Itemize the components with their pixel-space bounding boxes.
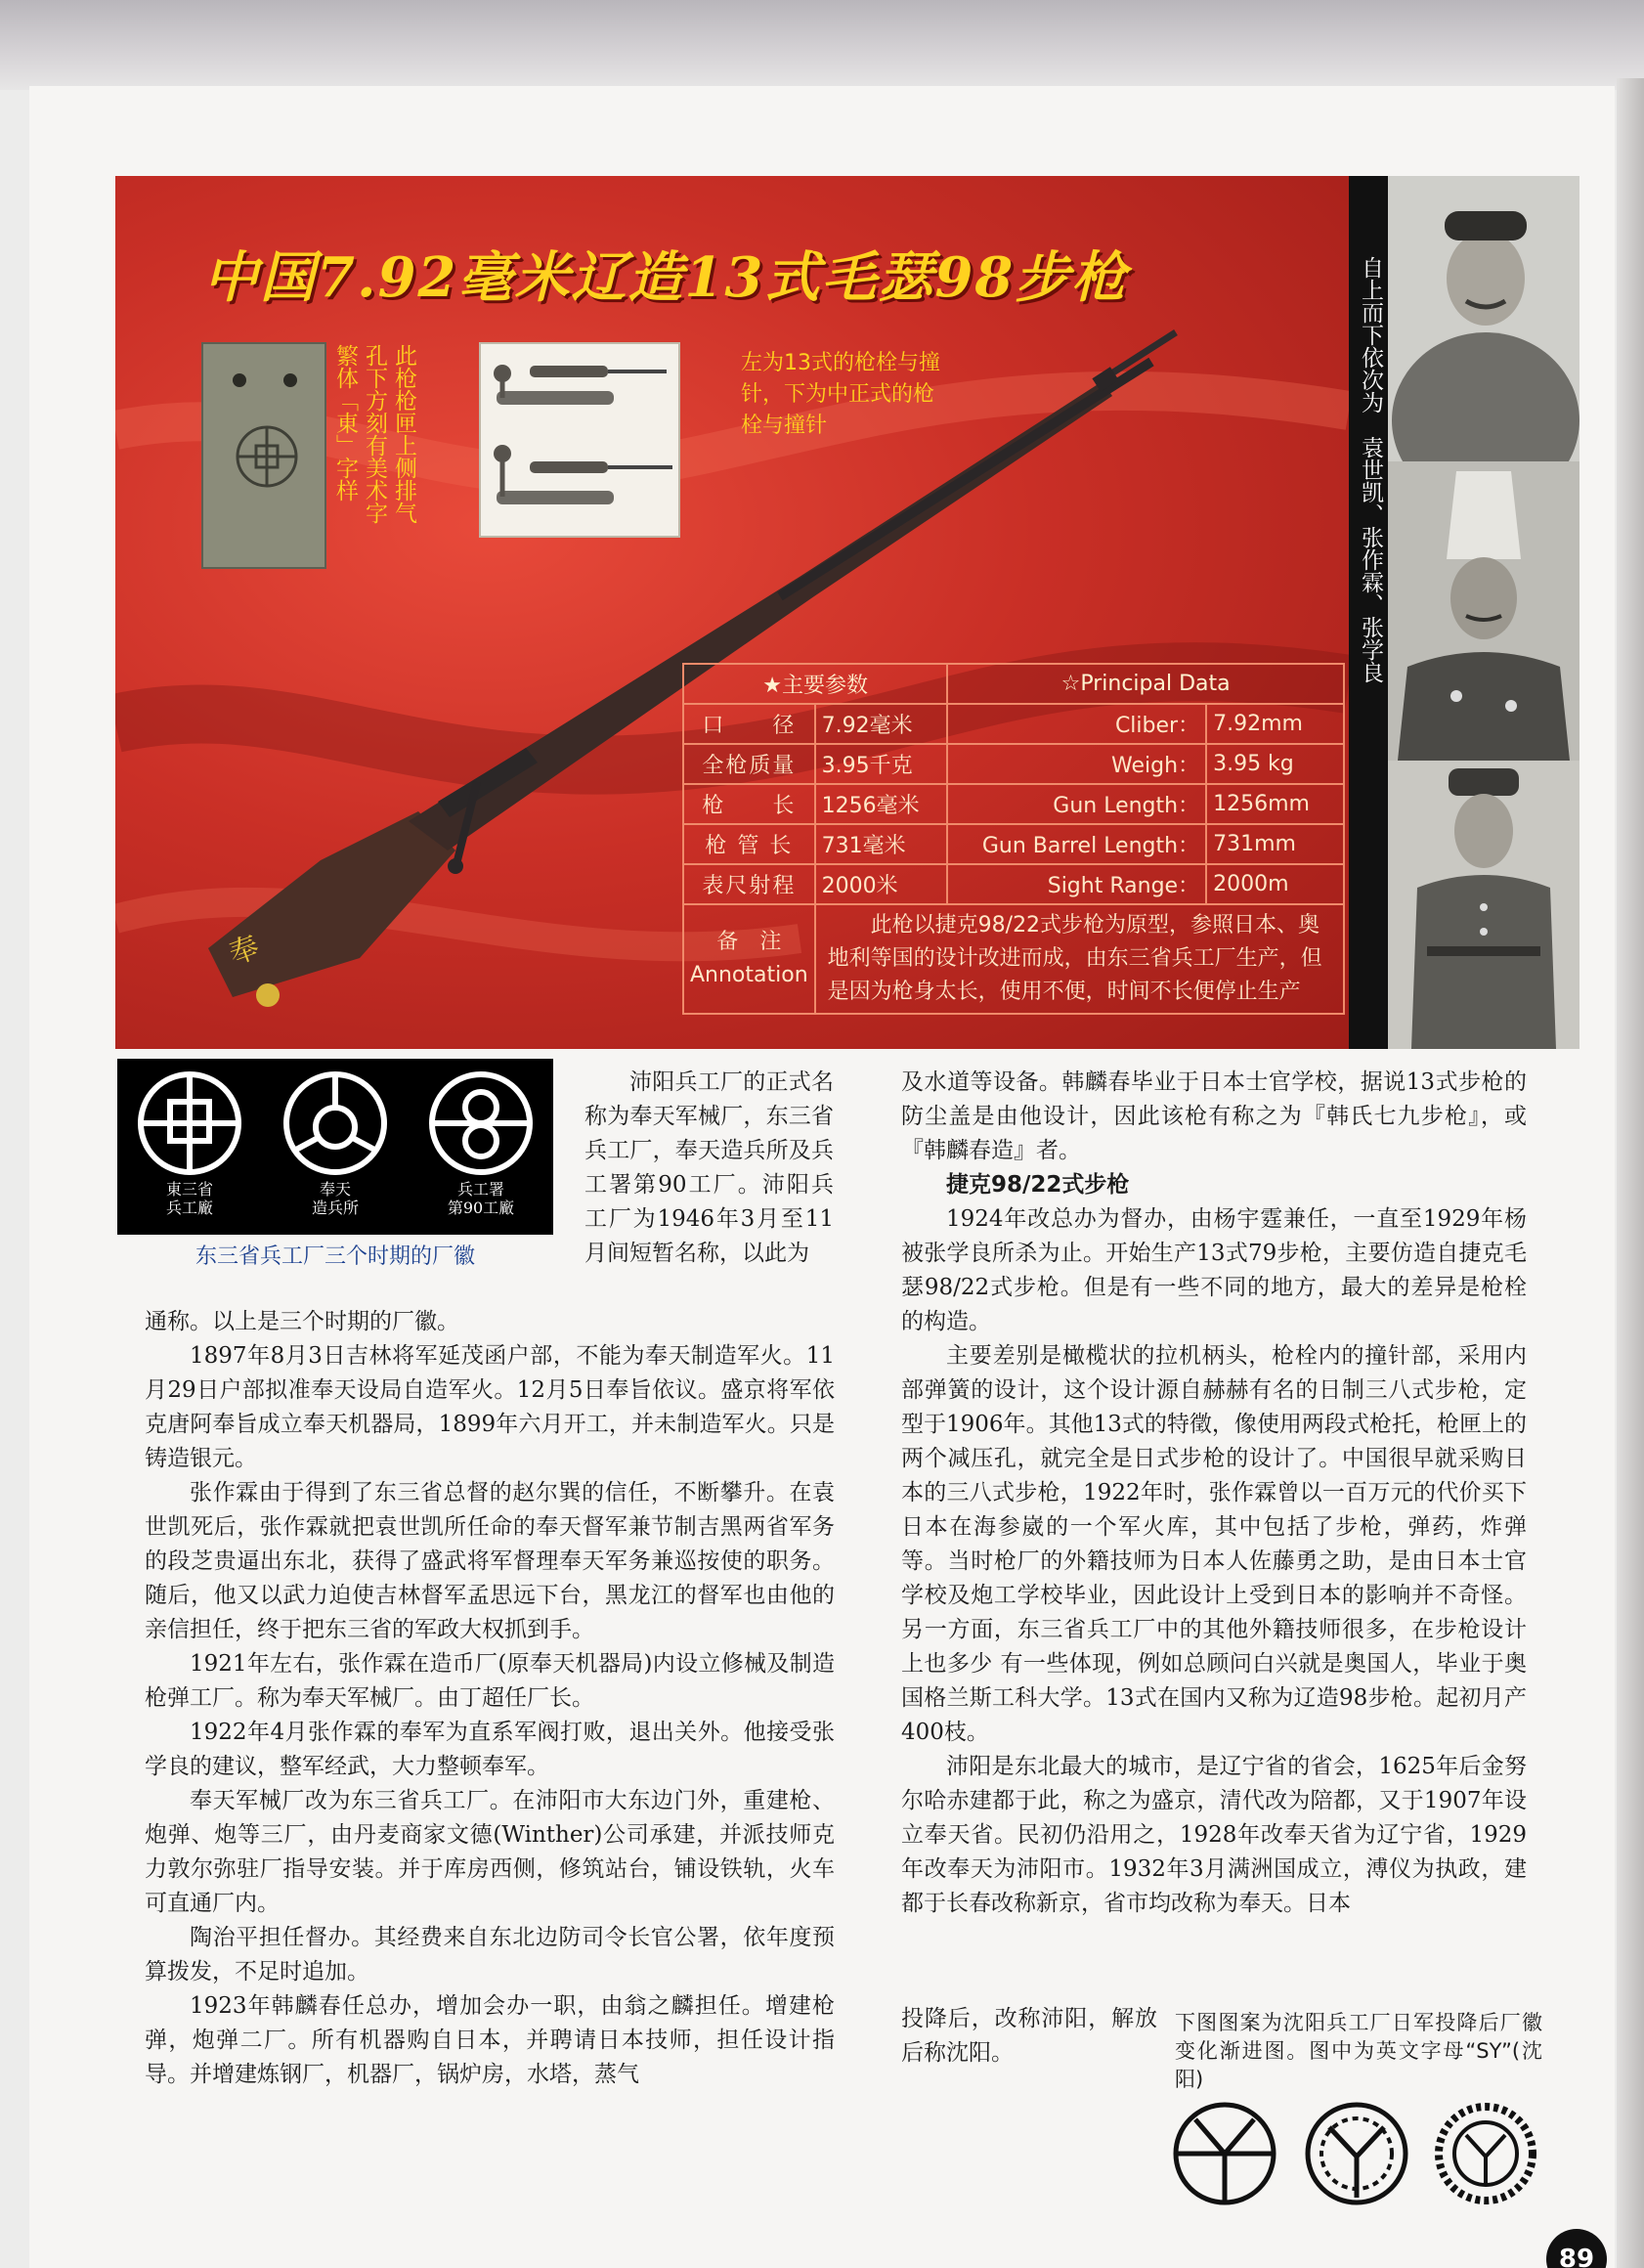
sy-emblem-icon (1308, 2105, 1406, 2203)
sy-emblem-progression (1171, 2100, 1542, 2207)
page-number: 89 (1546, 2229, 1607, 2268)
rifle-title: 中国7.92毫米辽造13式毛瑟98步枪 (203, 245, 1129, 310)
annotation-label-en: Annotation (690, 963, 808, 987)
sy-emblem-icon (1176, 2105, 1274, 2203)
article-intro: 沛阳兵工厂的正式名称为奉天军械厂，东三省兵工厂，奉天造兵所及兵工署第90工厂。沛阳兵工厂为1946年3月至11月间短暂名称，以此为 (584, 1069, 834, 1266)
table-row: 表尺射程 2000米 Sight Range： 2000m (683, 864, 1344, 904)
emblem-fengtian-zaobingsuo: 奉天 造兵所 (263, 1059, 408, 1235)
portrait-zhang-xueliang (1388, 761, 1579, 1049)
table-row: 口 径 7.92毫米 Cliber： 7.92mm (683, 704, 1344, 744)
emblem-bingongshu-90: 兵工署 第90工廠 (409, 1059, 553, 1235)
rifle-photo-panel (115, 176, 1349, 1049)
paragraph: 主要差别是橄榄状的拉机柄头，枪栓内的撞针部，采用内部弹簧的设计，这个设计源自赫赫有名的日制三八式步枪，定型于1906年。其他13式的特徵，像使用两段式枪托，枪匣上的两个减压孔，就完全是日式步枪的设计了。中国很早就采购日本的三八式步枪，1922年时，张作霖曾以一百万元的代价买下日本在海参崴的一个军火库，其中包括了步枪，弹药，炸弹等。当时枪厂的外籍技师为日本人佐藤勇之助，是由日本士官学校及炮工学校毕业，因此设计上受到日本的影响并不奇怪。另一方面，东三省兵工厂中的其他外籍技师很多，在步枪设计上也多少 有一些体现，例如总顾问白兴就是奥国人，毕业于奥国格兰斯工科大学。13式在国内又称为辽造98步枪。起初月产400枝。 (901, 1343, 1527, 1745)
factory-emblems-box (117, 1059, 553, 1235)
paragraph: 1921年左右，张作霖在造币厂(原奉天机器局)内设立修械及制造枪弹工厂。称为奉天军械厂。由丁超任厂长。 (145, 1651, 835, 1711)
bolt-caption: 左为13式的枪栓与撞针，下为中正式的枪栓与撞针 (741, 351, 940, 438)
triangle-emblem-icon (281, 1069, 390, 1178)
dong-emblem-icon (135, 1069, 244, 1178)
number-eight-emblem-icon (426, 1069, 536, 1178)
table-header-en: ☆Principal Data (947, 664, 1344, 704)
article-ending: 投降后，改称沛阳，解放后称沈阳。 (901, 2006, 1157, 2066)
paragraph: 通称。以上是三个时期的厂徽。 (145, 1309, 459, 1334)
paragraph: 1897年8月3日吉林将军延茂函户部，不能为奉天制造军火。11月29日户部拟准奉天设局自造军火。12月5日奉旨依议。盛京将军依克唐阿奉旨成立奉天机器局，1899年六月开工，并未制造军火。只是铸造银元。 (145, 1343, 835, 1471)
paragraph: 陶治平担任督办。其经费来自东北边防司令长官公署，依年度预算拨发，不足时追加。 (145, 1925, 835, 1984)
table-header-cn: ★主要参数 (683, 664, 947, 704)
receiver-marking-caption: 繁体「東」字样 孔下方刻有美术字 此枪枪匣上侧排气 (332, 344, 416, 524)
section-heading: 捷克98/22式步枪 (946, 1172, 1130, 1198)
annotation-row (683, 904, 1344, 1014)
portrait-photo-icon (1388, 176, 1579, 461)
portrait-photo-icon (1388, 461, 1579, 761)
portrait-photo-icon (1388, 761, 1579, 1049)
paragraph: 奉天军械厂改为东三省兵工厂。在沛阳市大东边门外，重建枪、炮弹、炮等三厂，由丹麦商家文德(Winther)公司承建，并派技师克力敦尔弥驻厂指导安装。并于库房西侧，修筑站台，铺设铁轨，火车可直通厂内。 (145, 1788, 835, 1916)
svg-text:奉: 奉 (224, 930, 265, 973)
table-row: 全枪质量 3.95千克 Weigh： 3.95 kg (683, 744, 1344, 784)
scan-edge-right (1617, 78, 1644, 2268)
paragraph: 1924年改总办为督办，由杨宇霆兼任，一直至1929年杨被张学良所杀为止。开始生产13式79步枪，主要仿造自捷克毛瑟98/22式步枪。但是有一些不同的地方，最大的差异是枪栓的构造。 (901, 1206, 1527, 1334)
article-column-left (145, 1305, 835, 2092)
article-column-right (901, 1066, 1527, 1921)
paragraph: 张作霖由于得到了东三省总督的赵尔巽的信任，不断攀升。在袁世凯死后，张作霖就把袁世凯所任命的奉天督军兼节制吉黑两省军务的段芝贵逼出东北，获得了盛武将军督理奉天军务兼巡按使的职务。随后，他又以武力迫使吉林督军孟思远下台，黑龙江的督军也由他的亲信担任，终于把东三省的军政大权抓到手。 (145, 1480, 835, 1642)
emblems-caption: 东三省兵工厂三个时期的厂徽 (195, 1244, 475, 1269)
paragraph: 沛阳是东北最大的城市，是辽宁省的省会，1625年后金努尔哈赤建都于此，称之为盛京，清代改为陪都，又于1907年设立奉天省。民初仍沿用之，1928年改奉天省为辽宁省，1929年改奉天为沛阳市。1932年3月满洲国成立，溥仪为执政，建都于长春改称新京，省市均改称为奉天。日本 (901, 1754, 1527, 1916)
portrait-caption: 自上而下依次为 袁世凯、张作霖、张学良 (1349, 246, 1388, 755)
paragraph: 及水道等设备。韩麟春毕业于日本士官学校，据说13式步枪的防尘盖是由他设计，因此该枪有称之为『韩氏七九步枪』，或『韩麟春造』者。 (901, 1069, 1527, 1163)
sy-emblem-icon (1439, 2107, 1533, 2201)
paragraph: 1922年4月张作霖的奉军为直系军阀打败，退出关外。他接受张学良的建议，整军经武，大力整顿奉军。 (145, 1720, 835, 1779)
principal-data-table (682, 663, 1345, 1015)
portrait-yuan-shikai (1388, 176, 1579, 461)
scan-edge-top (0, 0, 1644, 90)
emblem-dongsansheng: 東三省 兵工廠 (117, 1059, 262, 1235)
table-row: 枪 管 长 731毫米 Gun Barrel Length： 731mm (683, 824, 1344, 864)
sy-emblem-note: 下图图案为沈阳兵工厂日军投降后厂徽变化渐进图。图中为英文字母“SY”(沈阳) (1175, 2011, 1542, 2091)
table-row: 枪 长 1256毫米 Gun Length： 1256mm (683, 784, 1344, 824)
annotation-text: 此枪以捷克98/22式步枪为原型，参照日本、奥地利等国的设计改进而成，由东三省兵工厂生产，但是因为枪身太长，使用不便，时间不长便停止生产 (815, 904, 1344, 1014)
paragraph: 1923年韩麟春任总办，增加会办一职，由翁之麟担任。增建枪弹，炮弹二厂。所有机器购自日本，并聘请日本技师，担任设计指导。并增建炼钢厂，机器厂，锅炉房，水塔，蒸气 (145, 1993, 835, 2087)
portrait-zhang-zuolin (1388, 461, 1579, 761)
annotation-label-cn: 备 注 (716, 930, 782, 954)
